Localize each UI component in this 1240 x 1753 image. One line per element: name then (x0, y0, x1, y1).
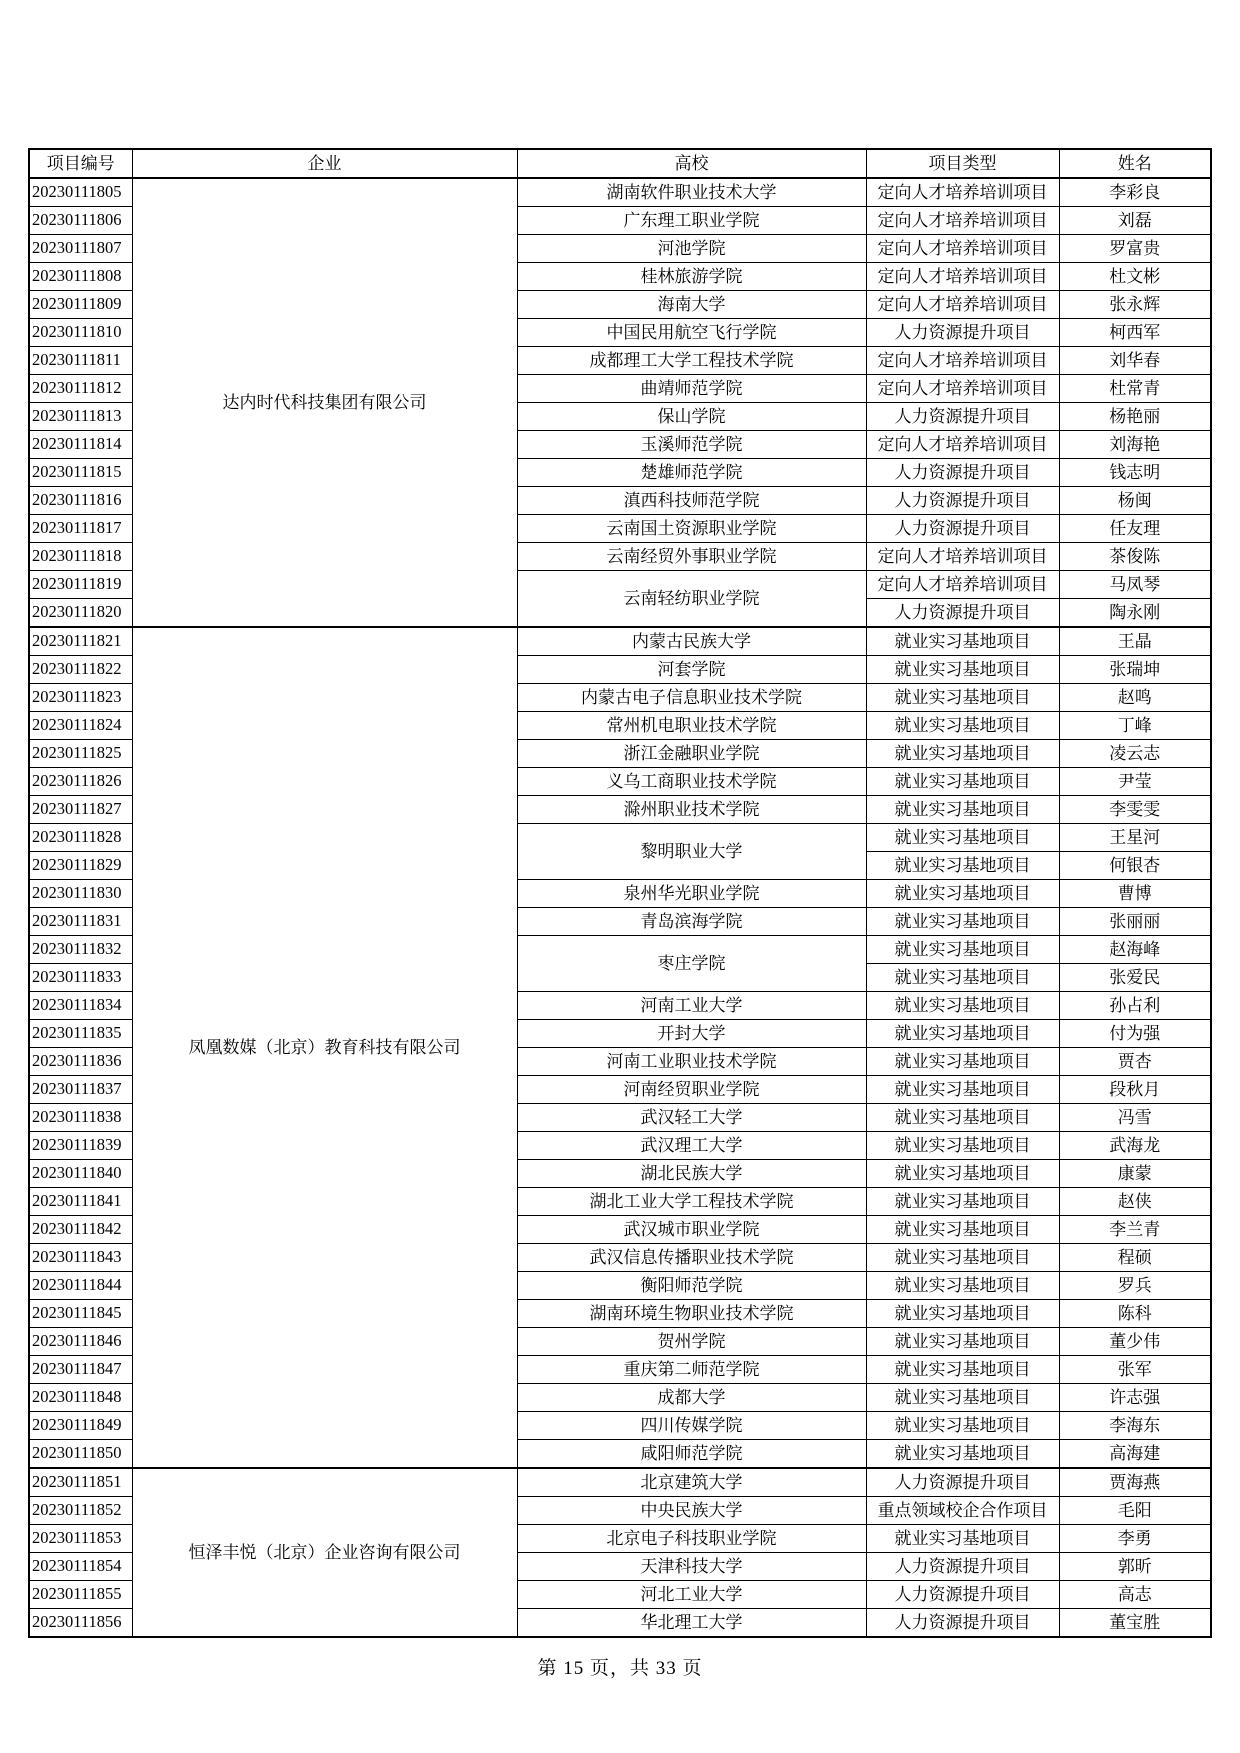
project-id-cell: 20230111814 (29, 431, 132, 459)
school-cell: 桂林旅游学院 (517, 263, 866, 291)
project-type-cell: 人力资源提升项目 (866, 487, 1059, 515)
project-type-cell: 就业实习基地项目 (866, 992, 1059, 1020)
person-name-cell: 王晶 (1059, 627, 1211, 656)
project-id-cell: 20230111854 (29, 1553, 132, 1581)
project-id-cell: 20230111830 (29, 880, 132, 908)
school-cell: 河南工业大学 (517, 992, 866, 1020)
school-cell: 成都理工大学工程技术学院 (517, 347, 866, 375)
project-type-cell: 就业实习基地项目 (866, 936, 1059, 964)
person-name-cell: 段秋月 (1059, 1076, 1211, 1104)
school-cell: 河池学院 (517, 235, 866, 263)
person-name-cell: 高志 (1059, 1581, 1211, 1609)
project-id-cell: 20230111848 (29, 1384, 132, 1412)
project-id-cell: 20230111806 (29, 207, 132, 235)
school-cell: 黎明职业大学 (517, 824, 866, 880)
project-id-cell: 20230111835 (29, 1020, 132, 1048)
project-id-cell: 20230111845 (29, 1300, 132, 1328)
page-number-footer: 第 15 页，共 33 页 (537, 1658, 703, 1679)
project-type-cell: 就业实习基地项目 (866, 768, 1059, 796)
project-id-cell: 20230111805 (29, 178, 132, 207)
school-cell: 开封大学 (517, 1020, 866, 1048)
school-cell: 湖南环境生物职业技术学院 (517, 1300, 866, 1328)
person-name-cell: 张瑞坤 (1059, 656, 1211, 684)
person-name-cell: 李兰青 (1059, 1216, 1211, 1244)
project-id-cell: 20230111847 (29, 1356, 132, 1384)
school-cell: 天津科技大学 (517, 1553, 866, 1581)
person-name-cell: 李雯雯 (1059, 796, 1211, 824)
project-id-cell: 20230111836 (29, 1048, 132, 1076)
project-id-cell: 20230111816 (29, 487, 132, 515)
project-type-cell: 定向人才培养培训项目 (866, 431, 1059, 459)
person-name-cell: 杨闽 (1059, 487, 1211, 515)
school-cell: 重庆第二师范学院 (517, 1356, 866, 1384)
table-row (29, 178, 1211, 207)
project-id-cell: 20230111833 (29, 964, 132, 992)
company-cell: 恒泽丰悦（北京）企业咨询有限公司 (132, 1468, 517, 1637)
project-type-cell: 就业实习基地项目 (866, 908, 1059, 936)
school-cell: 常州机电职业技术学院 (517, 712, 866, 740)
person-name-cell: 张丽丽 (1059, 908, 1211, 936)
project-id-cell: 20230111850 (29, 1440, 132, 1469)
table-row (29, 627, 1211, 656)
person-name-cell: 董宝胜 (1059, 1609, 1211, 1638)
school-cell: 内蒙古民族大学 (517, 627, 866, 656)
project-id-cell: 20230111851 (29, 1468, 132, 1497)
person-name-cell: 陈科 (1059, 1300, 1211, 1328)
person-name-cell: 张爱民 (1059, 964, 1211, 992)
person-name-cell: 刘磊 (1059, 207, 1211, 235)
person-name-cell: 尹莹 (1059, 768, 1211, 796)
project-type-cell: 就业实习基地项目 (866, 1328, 1059, 1356)
project-id-cell: 20230111852 (29, 1497, 132, 1525)
school-cell: 河南经贸职业学院 (517, 1076, 866, 1104)
project-id-cell: 20230111809 (29, 291, 132, 319)
project-id-cell: 20230111827 (29, 796, 132, 824)
project-type-cell: 就业实习基地项目 (866, 1525, 1059, 1553)
col-header-company: 企业 (132, 149, 517, 178)
project-type-cell: 人力资源提升项目 (866, 599, 1059, 628)
project-type-cell: 定向人才培养培训项目 (866, 347, 1059, 375)
person-name-cell: 刘海艳 (1059, 431, 1211, 459)
person-name-cell: 赵侠 (1059, 1188, 1211, 1216)
project-id-cell: 20230111838 (29, 1104, 132, 1132)
company-cell: 达内时代科技集团有限公司 (132, 178, 517, 627)
person-name-cell: 杨艳丽 (1059, 403, 1211, 431)
school-cell: 浙江金融职业学院 (517, 740, 866, 768)
school-cell: 武汉轻工大学 (517, 1104, 866, 1132)
project-type-cell: 就业实习基地项目 (866, 1188, 1059, 1216)
project-type-cell: 就业实习基地项目 (866, 627, 1059, 656)
project-type-cell: 定向人才培养培训项目 (866, 571, 1059, 599)
person-name-cell: 郭昕 (1059, 1553, 1211, 1581)
school-cell: 中央民族大学 (517, 1497, 866, 1525)
project-id-cell: 20230111820 (29, 599, 132, 628)
project-id-cell: 20230111843 (29, 1244, 132, 1272)
person-name-cell: 罗富贵 (1059, 235, 1211, 263)
school-cell: 云南经贸外事职业学院 (517, 543, 866, 571)
school-cell: 滁州职业技术学院 (517, 796, 866, 824)
project-type-cell: 就业实习基地项目 (866, 1272, 1059, 1300)
project-type-cell: 人力资源提升项目 (866, 1553, 1059, 1581)
project-id-cell: 20230111856 (29, 1609, 132, 1638)
project-type-cell: 就业实习基地项目 (866, 1160, 1059, 1188)
col-header-project-id: 项目编号 (29, 149, 132, 178)
project-id-cell: 20230111818 (29, 543, 132, 571)
person-name-cell: 李勇 (1059, 1525, 1211, 1553)
project-id-cell: 20230111813 (29, 403, 132, 431)
person-name-cell: 陶永刚 (1059, 599, 1211, 628)
person-name-cell: 冯雪 (1059, 1104, 1211, 1132)
school-cell: 中国民用航空飞行学院 (517, 319, 866, 347)
person-name-cell: 张永辉 (1059, 291, 1211, 319)
project-id-cell: 20230111846 (29, 1328, 132, 1356)
project-id-cell: 20230111855 (29, 1581, 132, 1609)
table-header-row (29, 149, 1211, 178)
project-type-cell: 定向人才培养培训项目 (866, 375, 1059, 403)
project-type-cell: 就业实习基地项目 (866, 880, 1059, 908)
project-id-cell: 20230111842 (29, 1216, 132, 1244)
project-id-cell: 20230111840 (29, 1160, 132, 1188)
school-cell: 北京建筑大学 (517, 1468, 866, 1497)
school-cell: 保山学院 (517, 403, 866, 431)
school-cell: 衡阳师范学院 (517, 1272, 866, 1300)
project-id-cell: 20230111834 (29, 992, 132, 1020)
school-cell: 河北工业大学 (517, 1581, 866, 1609)
person-name-cell: 罗兵 (1059, 1272, 1211, 1300)
school-cell: 成都大学 (517, 1384, 866, 1412)
school-cell: 云南轻纺职业学院 (517, 571, 866, 628)
school-cell: 咸阳师范学院 (517, 1440, 866, 1469)
project-type-cell: 就业实习基地项目 (866, 684, 1059, 712)
school-cell: 义乌工商职业技术学院 (517, 768, 866, 796)
project-id-cell: 20230111849 (29, 1412, 132, 1440)
person-name-cell: 凌云志 (1059, 740, 1211, 768)
project-type-cell: 就业实习基地项目 (866, 964, 1059, 992)
person-name-cell: 丁峰 (1059, 712, 1211, 740)
person-name-cell: 赵鸣 (1059, 684, 1211, 712)
school-cell: 湖北民族大学 (517, 1160, 866, 1188)
project-type-cell: 定向人才培养培训项目 (866, 291, 1059, 319)
col-header-name: 姓名 (1059, 149, 1211, 178)
project-type-cell: 就业实习基地项目 (866, 1384, 1059, 1412)
project-table (28, 148, 1212, 1638)
project-id-cell: 20230111812 (29, 375, 132, 403)
project-type-cell: 就业实习基地项目 (866, 796, 1059, 824)
school-cell: 楚雄师范学院 (517, 459, 866, 487)
person-name-cell: 马凤琴 (1059, 571, 1211, 599)
school-cell: 海南大学 (517, 291, 866, 319)
col-header-school: 高校 (517, 149, 866, 178)
project-type-cell: 就业实习基地项目 (866, 1412, 1059, 1440)
project-id-cell: 20230111817 (29, 515, 132, 543)
school-cell: 河套学院 (517, 656, 866, 684)
project-type-cell: 定向人才培养培训项目 (866, 263, 1059, 291)
person-name-cell: 付为强 (1059, 1020, 1211, 1048)
project-id-cell: 20230111841 (29, 1188, 132, 1216)
project-id-cell: 20230111825 (29, 740, 132, 768)
person-name-cell: 刘华春 (1059, 347, 1211, 375)
project-id-cell: 20230111826 (29, 768, 132, 796)
person-name-cell: 何银杏 (1059, 852, 1211, 880)
project-type-cell: 就业实习基地项目 (866, 1048, 1059, 1076)
project-id-cell: 20230111821 (29, 627, 132, 656)
project-id-cell: 20230111819 (29, 571, 132, 599)
project-type-cell: 人力资源提升项目 (866, 1581, 1059, 1609)
project-type-cell: 就业实习基地项目 (866, 740, 1059, 768)
school-cell: 湖南软件职业技术大学 (517, 178, 866, 207)
person-name-cell: 任友理 (1059, 515, 1211, 543)
school-cell: 河南工业职业技术学院 (517, 1048, 866, 1076)
project-type-cell: 人力资源提升项目 (866, 1609, 1059, 1638)
project-id-cell: 20230111808 (29, 263, 132, 291)
project-type-cell: 定向人才培养培训项目 (866, 207, 1059, 235)
project-type-cell: 人力资源提升项目 (866, 403, 1059, 431)
project-id-cell: 20230111823 (29, 684, 132, 712)
project-type-cell: 就业实习基地项目 (866, 1104, 1059, 1132)
project-id-cell: 20230111832 (29, 936, 132, 964)
person-name-cell: 赵海峰 (1059, 936, 1211, 964)
company-cell: 凤凰数媒（北京）教育科技有限公司 (132, 627, 517, 1468)
project-id-cell: 20230111839 (29, 1132, 132, 1160)
person-name-cell: 钱志明 (1059, 459, 1211, 487)
school-cell: 广东理工职业学院 (517, 207, 866, 235)
person-name-cell: 孙占利 (1059, 992, 1211, 1020)
project-id-cell: 20230111822 (29, 656, 132, 684)
person-name-cell: 杜文彬 (1059, 263, 1211, 291)
project-type-cell: 就业实习基地项目 (866, 1300, 1059, 1328)
project-id-cell: 20230111828 (29, 824, 132, 852)
project-id-cell: 20230111810 (29, 319, 132, 347)
project-id-cell: 20230111853 (29, 1525, 132, 1553)
project-type-cell: 就业实习基地项目 (866, 1356, 1059, 1384)
person-name-cell: 贾海燕 (1059, 1468, 1211, 1497)
school-cell: 湖北工业大学工程技术学院 (517, 1188, 866, 1216)
project-type-cell: 定向人才培养培训项目 (866, 178, 1059, 207)
person-name-cell: 董少伟 (1059, 1328, 1211, 1356)
project-type-cell: 人力资源提升项目 (866, 459, 1059, 487)
person-name-cell: 茶俊陈 (1059, 543, 1211, 571)
project-id-cell: 20230111829 (29, 852, 132, 880)
person-name-cell: 毛阳 (1059, 1497, 1211, 1525)
school-cell: 青岛滨海学院 (517, 908, 866, 936)
school-cell: 华北理工大学 (517, 1609, 866, 1638)
person-name-cell: 李彩良 (1059, 178, 1211, 207)
person-name-cell: 贾杏 (1059, 1048, 1211, 1076)
project-type-cell: 就业实习基地项目 (866, 1020, 1059, 1048)
project-id-cell: 20230111815 (29, 459, 132, 487)
project-id-cell: 20230111807 (29, 235, 132, 263)
person-name-cell: 高海建 (1059, 1440, 1211, 1469)
school-cell: 泉州华光职业学院 (517, 880, 866, 908)
school-cell: 北京电子科技职业学院 (517, 1525, 866, 1553)
table-row (29, 1468, 1211, 1497)
person-name-cell: 康蒙 (1059, 1160, 1211, 1188)
project-id-cell: 20230111824 (29, 712, 132, 740)
col-header-project-type: 项目类型 (866, 149, 1059, 178)
project-id-cell: 20230111811 (29, 347, 132, 375)
project-type-cell: 就业实习基地项目 (866, 852, 1059, 880)
school-cell: 武汉城市职业学院 (517, 1216, 866, 1244)
project-type-cell: 就业实习基地项目 (866, 656, 1059, 684)
school-cell: 曲靖师范学院 (517, 375, 866, 403)
project-type-cell: 就业实习基地项目 (866, 1076, 1059, 1104)
person-name-cell: 张军 (1059, 1356, 1211, 1384)
project-id-cell: 20230111831 (29, 908, 132, 936)
school-cell: 滇西科技师范学院 (517, 487, 866, 515)
school-cell: 云南国土资源职业学院 (517, 515, 866, 543)
person-name-cell: 许志强 (1059, 1384, 1211, 1412)
project-type-cell: 就业实习基地项目 (866, 712, 1059, 740)
project-type-cell: 就业实习基地项目 (866, 1132, 1059, 1160)
person-name-cell: 程硕 (1059, 1244, 1211, 1272)
project-type-cell: 定向人才培养培训项目 (866, 235, 1059, 263)
person-name-cell: 王星河 (1059, 824, 1211, 852)
project-type-cell: 人力资源提升项目 (866, 319, 1059, 347)
person-name-cell: 武海龙 (1059, 1132, 1211, 1160)
school-cell: 贺州学院 (517, 1328, 866, 1356)
person-name-cell: 柯西军 (1059, 319, 1211, 347)
school-cell: 枣庄学院 (517, 936, 866, 992)
school-cell: 武汉信息传播职业技术学院 (517, 1244, 866, 1272)
project-type-cell: 就业实习基地项目 (866, 824, 1059, 852)
project-id-cell: 20230111837 (29, 1076, 132, 1104)
project-type-cell: 就业实习基地项目 (866, 1244, 1059, 1272)
project-type-cell: 人力资源提升项目 (866, 1468, 1059, 1497)
project-type-cell: 就业实习基地项目 (866, 1216, 1059, 1244)
project-type-cell: 人力资源提升项目 (866, 515, 1059, 543)
person-name-cell: 曹博 (1059, 880, 1211, 908)
project-type-cell: 重点领域校企合作项目 (866, 1497, 1059, 1525)
school-cell: 玉溪师范学院 (517, 431, 866, 459)
school-cell: 内蒙古电子信息职业技术学院 (517, 684, 866, 712)
project-type-cell: 定向人才培养培训项目 (866, 543, 1059, 571)
person-name-cell: 李海东 (1059, 1412, 1211, 1440)
project-type-cell: 就业实习基地项目 (866, 1440, 1059, 1469)
project-id-cell: 20230111844 (29, 1272, 132, 1300)
school-cell: 四川传媒学院 (517, 1412, 866, 1440)
school-cell: 武汉理工大学 (517, 1132, 866, 1160)
person-name-cell: 杜常青 (1059, 375, 1211, 403)
